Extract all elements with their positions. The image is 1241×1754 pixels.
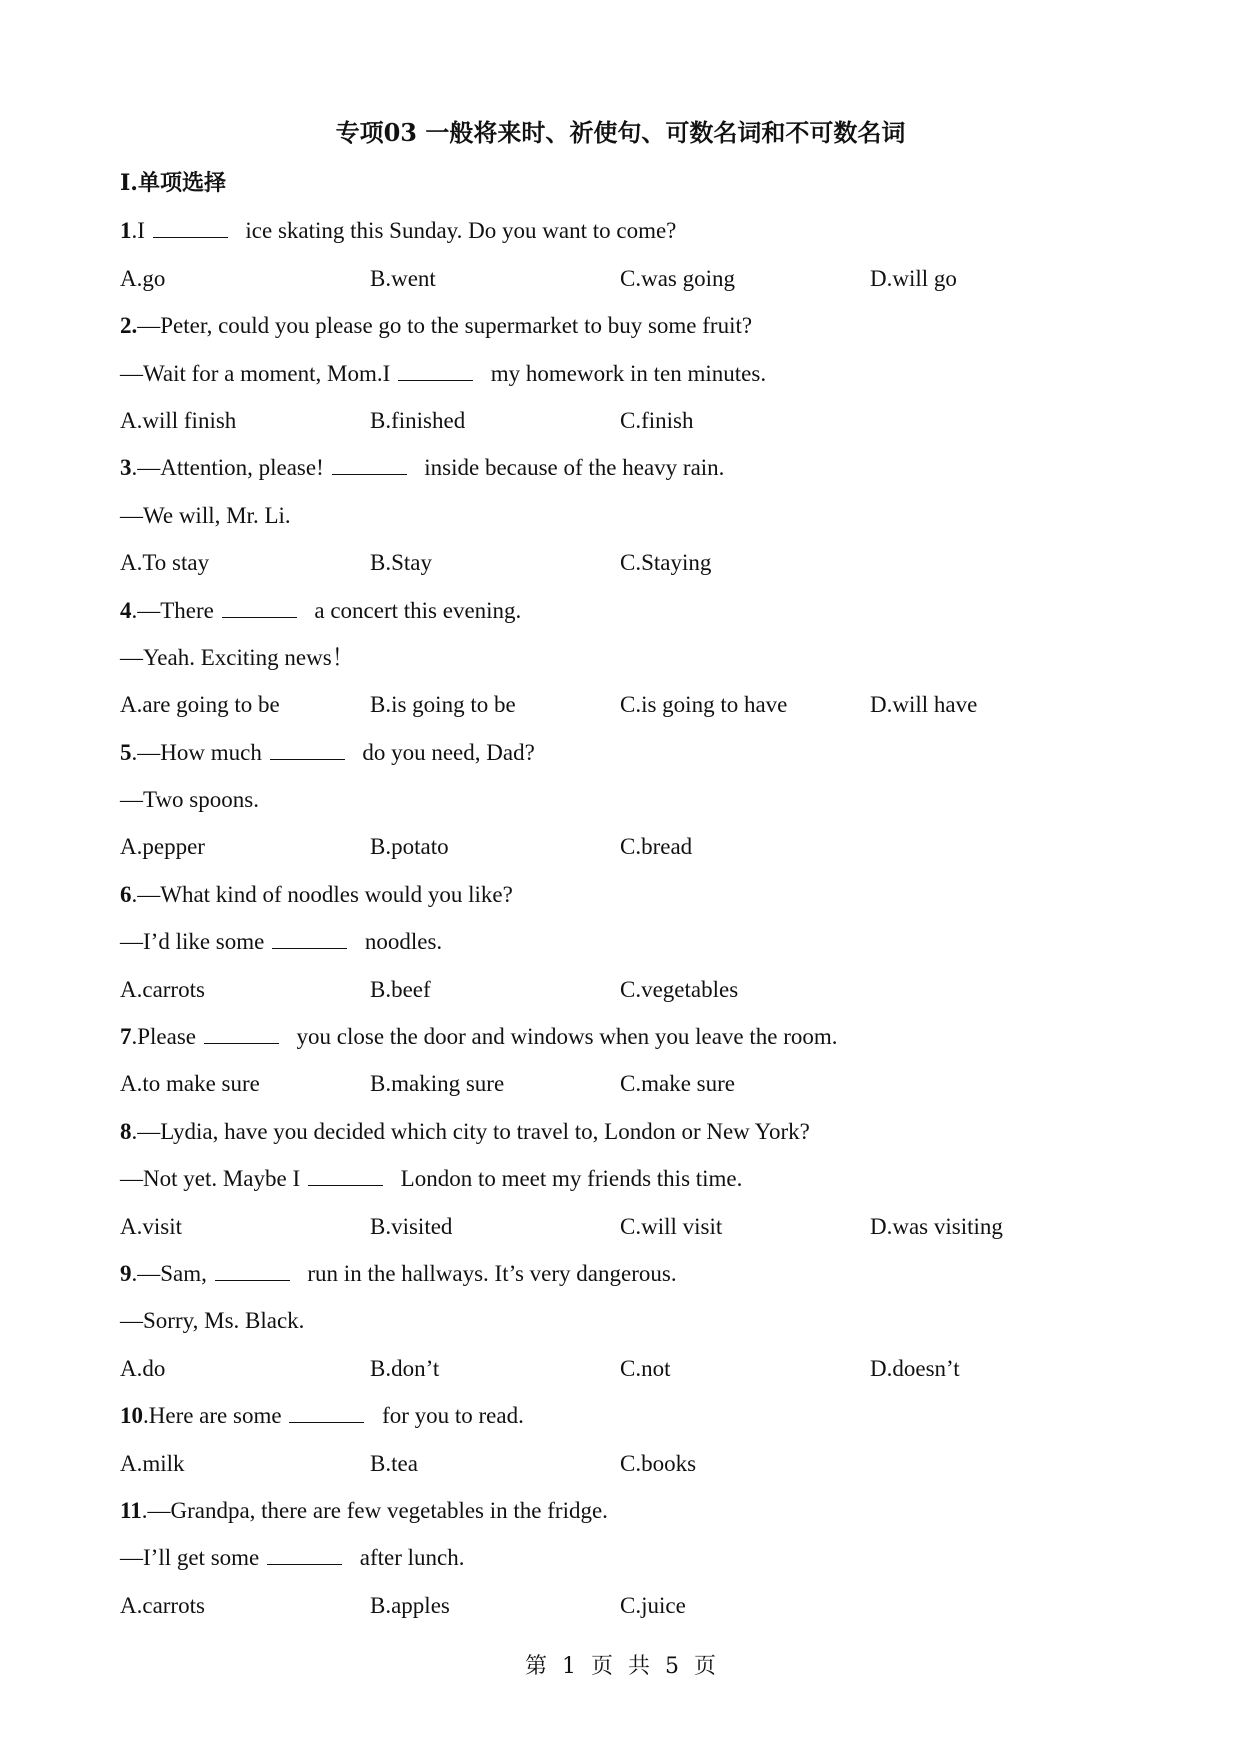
option-d[interactable]: D.doesn’t: [870, 1355, 960, 1381]
question-text: .Please: [131, 1024, 202, 1050]
option-c[interactable]: C.not: [620, 1355, 671, 1381]
option-b[interactable]: B.finished: [370, 407, 466, 433]
options-row: [120, 1440, 1120, 1487]
option-b[interactable]: B.tea: [370, 1450, 418, 1476]
question-number: 6: [120, 881, 132, 907]
reply-text: after lunch.: [354, 1545, 465, 1571]
question-number: 10: [120, 1403, 143, 1429]
question-stem: [120, 1013, 1120, 1060]
question-text: —Peter, could you please go to the supermarket to buy some fruit?: [137, 313, 753, 339]
options-row: [120, 397, 1120, 444]
options-row: [120, 966, 1120, 1013]
question-reply: —Yeah. Exciting news！: [120, 644, 355, 670]
option-c[interactable]: C.make sure: [620, 1071, 735, 1097]
option-b[interactable]: B.potato: [370, 834, 449, 860]
answer-blank: [153, 214, 228, 238]
question-reply: —We will, Mr. Li.: [120, 502, 291, 528]
option-c[interactable]: C.was going: [620, 265, 735, 291]
option-b[interactable]: B.apples: [370, 1592, 450, 1618]
question-reply: [120, 1534, 1120, 1581]
question-number: 7: [120, 1024, 132, 1050]
question-number: 2.: [120, 313, 138, 339]
question-number: 1: [120, 218, 132, 244]
reply-text: —I’d like some: [120, 929, 271, 955]
option-b[interactable]: B.visited: [370, 1213, 453, 1239]
reply-text: noodles.: [359, 929, 443, 955]
question-text: you close the door and windows when you leave the room.: [290, 1024, 838, 1050]
answer-blank: [272, 925, 347, 949]
options-row: [120, 1582, 1120, 1629]
option-a[interactable]: A.pepper: [120, 834, 205, 860]
answer-blank: [204, 1020, 279, 1044]
question-text: .—Sam,: [131, 1260, 213, 1286]
page-footer: [0, 1652, 1241, 1682]
option-a[interactable]: A.visit: [120, 1213, 182, 1239]
question-number: 4: [120, 597, 132, 623]
answer-blank: [267, 1541, 342, 1565]
options-row: [120, 1345, 1120, 1392]
option-b[interactable]: B.Stay: [370, 550, 432, 576]
reply-text: my homework in ten minutes.: [485, 360, 767, 386]
option-a[interactable]: A.will finish: [120, 407, 237, 433]
footer-di: 第: [524, 1654, 547, 1679]
option-c[interactable]: C.books: [620, 1450, 697, 1476]
question-text: a concert this evening.: [308, 597, 522, 623]
question-reply: —Sorry, Ms. Black.: [120, 1308, 305, 1334]
section-roman: I: [120, 170, 131, 196]
reply-text: —I’ll get some: [120, 1545, 265, 1571]
option-c[interactable]: C.will visit: [620, 1213, 723, 1239]
question-text: .—Lydia, have you decided which city to travel to, London or New York?: [131, 1118, 810, 1144]
question-text: .—Grandpa, there are few vegetables in the fridge.: [141, 1497, 608, 1523]
option-b[interactable]: B.beef: [370, 976, 431, 1002]
question-stem: [120, 444, 1120, 491]
question-text: .—How much: [131, 739, 268, 765]
question-number: 9: [120, 1260, 132, 1286]
option-c[interactable]: C.bread: [620, 834, 693, 860]
option-a[interactable]: A.are going to be: [120, 692, 280, 718]
question-text: inside because of the heavy rain.: [418, 455, 725, 481]
question-text: .—What kind of noodles would you like?: [131, 881, 513, 907]
question-stem: [120, 207, 1120, 254]
options-row: [120, 1060, 1120, 1107]
question-number: 5: [120, 739, 132, 765]
option-a[interactable]: A.do: [120, 1355, 166, 1381]
option-b[interactable]: B.went: [370, 265, 436, 291]
option-a[interactable]: A.carrots: [120, 1592, 205, 1618]
question-stem: [120, 587, 1120, 634]
answer-blank: [222, 594, 297, 618]
question-reply: —Two spoons.: [120, 787, 259, 813]
question-reply: [120, 918, 1120, 965]
page-title: 专项03 一般将来时、祈使句、可数名词和不可数名词: [335, 118, 906, 147]
option-b[interactable]: B.making sure: [370, 1071, 505, 1097]
option-a[interactable]: A.to make sure: [120, 1071, 260, 1097]
footer-ye2: 页: [694, 1654, 717, 1679]
question-stem: [120, 729, 1120, 776]
options-row: [120, 255, 1120, 302]
option-a[interactable]: A.milk: [120, 1450, 185, 1476]
question-text: .—There: [131, 597, 220, 623]
section-heading: [120, 160, 1120, 207]
question-number: 11: [120, 1497, 142, 1523]
option-b[interactable]: B.don’t: [370, 1355, 440, 1381]
section-heading-text: .单项选择: [130, 170, 226, 196]
question-text: .I: [131, 218, 151, 244]
question-reply: [120, 350, 1120, 397]
question-stem: [120, 1108, 1120, 1155]
questions: [120, 207, 1120, 1629]
options-row: [120, 1203, 1120, 1250]
question-list: [120, 160, 1120, 1629]
question-stem: [120, 1250, 1120, 1297]
question-stem: [120, 302, 1120, 349]
question-text: ice skating this Sunday. Do you want to come?: [239, 218, 677, 244]
option-c[interactable]: C.finish: [620, 407, 694, 433]
answer-blank: [308, 1162, 383, 1186]
question-stem: [120, 1392, 1120, 1439]
question-text: run in the hallways. It’s very dangerous.: [301, 1260, 677, 1286]
question-text: .—Attention, please!: [131, 455, 330, 481]
option-d[interactable]: D.will go: [870, 265, 957, 291]
footer-ye: 页: [590, 1654, 613, 1679]
option-b[interactable]: B.is going to be: [370, 692, 516, 718]
question-stem: [120, 871, 1120, 918]
question-text: for you to read.: [376, 1403, 524, 1429]
answer-blank: [270, 736, 345, 760]
option-a[interactable]: A.go: [120, 265, 166, 291]
options-row: [120, 823, 1120, 870]
option-d[interactable]: D.was visiting: [870, 1213, 1003, 1239]
option-d[interactable]: D.will have: [870, 692, 978, 718]
footer-gong: 共: [628, 1654, 651, 1679]
reply-text: —Not yet. Maybe I: [120, 1166, 306, 1192]
options-row: [120, 681, 1120, 728]
question-text: do you need, Dad?: [356, 739, 535, 765]
footer-total-pages: 5: [665, 1654, 680, 1679]
question-number: 3: [120, 455, 132, 481]
option-c[interactable]: C.vegetables: [620, 976, 739, 1002]
answer-blank: [398, 357, 473, 381]
option-a[interactable]: A.carrots: [120, 976, 205, 1002]
answer-blank: [289, 1399, 364, 1423]
option-a[interactable]: A.To stay: [120, 550, 210, 576]
answer-blank: [332, 451, 407, 475]
reply-text: —Wait for a moment, Mom.I: [120, 360, 397, 386]
options-row: [120, 539, 1120, 586]
question-text: .Here are some: [143, 1403, 288, 1429]
question-stem: [120, 1487, 1120, 1534]
option-c[interactable]: C.is going to have: [620, 692, 788, 718]
option-c[interactable]: C.Staying: [620, 550, 712, 576]
question-reply: [120, 1155, 1120, 1202]
question-number: 8: [120, 1118, 132, 1144]
footer-page-number: 1: [561, 1654, 576, 1679]
reply-text: London to meet my friends this time.: [394, 1166, 743, 1192]
option-c[interactable]: C.juice: [620, 1592, 686, 1618]
answer-blank: [215, 1257, 290, 1281]
